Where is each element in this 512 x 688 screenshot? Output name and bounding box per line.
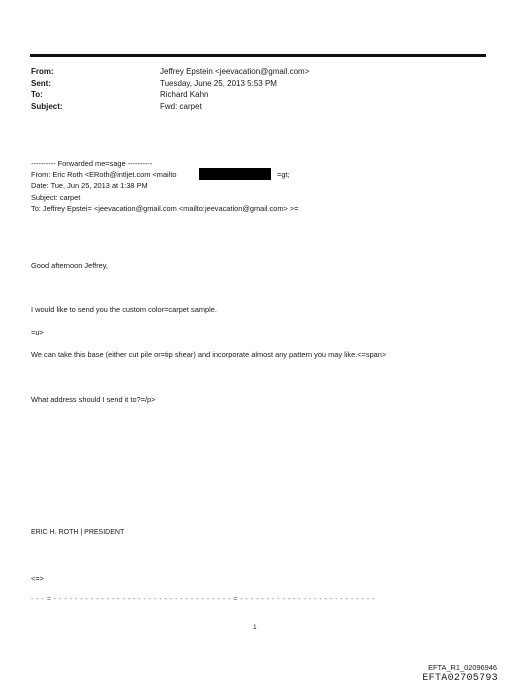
forwarded-from-tail: =gt; [277, 170, 290, 179]
from-value: Jeffrey Epstein <jeevacation@gmail.com> [160, 67, 310, 76]
efta-id-2: EFTA02705793 [422, 673, 498, 684]
paragraph-1: I would like to send you the custom color=carpet sample. [31, 305, 217, 314]
sent-label: Sent: [31, 79, 51, 88]
forwarded-to-line: To: Jeffrey Epstei= <jeevacation@gmail.com <mailto:jeevacation@gmail.com> >= [31, 204, 299, 213]
sent-value: Tuesday, June 25, 2013 5:53 PM [160, 79, 277, 88]
paragraph-2: We can take this base (either cut pile or=tip shear) and incorporate almost any pattern you may like.<=span> [31, 350, 387, 359]
forwarded-marker: ---------- Forwarded me=sage ---------- [31, 159, 153, 168]
forwarded-from-line: From: Eric Roth <ERoth@intljet.com <mailto [31, 170, 177, 179]
greeting: Good afternoon Jeffrey, [31, 261, 108, 270]
page-number: 1 [253, 624, 257, 631]
forwarded-date-line: Date: Tue, Jun 25, 2013 at 1:38 PM [31, 181, 148, 190]
to-label: To: [31, 90, 43, 99]
subject-value: Fwd: carpet [160, 102, 202, 111]
separator-dashes: - - - = - - - - - - - - - - - - - - - - - - - - - - - - - - - - - - - - - - = - - - - - - - - - - - - - - - - - - - - - - - - - - [31, 596, 376, 603]
forwarded-subject-line: Subject: carpet [31, 193, 81, 202]
end-tag: <=> [31, 574, 44, 583]
paragraph-3: What address should I send it to?=/p> [31, 395, 156, 404]
redaction-box [199, 168, 271, 180]
header-rule [30, 54, 486, 57]
to-value: Richard Kahn [160, 90, 209, 99]
from-label: From: [31, 67, 54, 76]
u-tag: =u> [31, 328, 44, 337]
signature: ERIC H. ROTH | PRESIDENT [31, 529, 125, 536]
subject-label: Subject: [31, 102, 63, 111]
efta-id-1: EFTA_R1_02096946 [428, 663, 497, 672]
